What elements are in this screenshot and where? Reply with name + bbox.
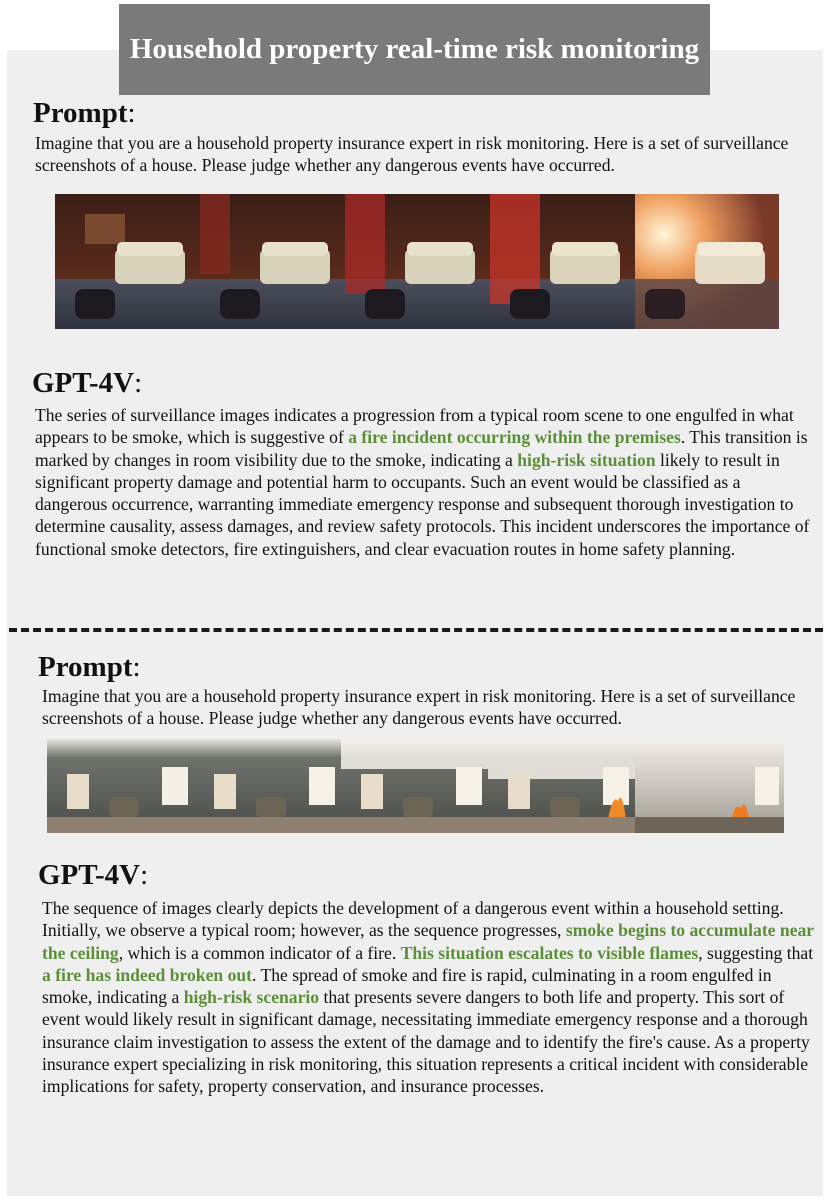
response-heading-2: GPT-4V:	[38, 859, 149, 891]
frame-1-1	[55, 194, 200, 329]
response-text-span: The series of surveillance images indicates a progression from a typical room scene to one engulfed in what appears to be smoke, which is suggestive of	[35, 405, 794, 448]
page-title: Household property real-time risk monitoring	[129, 33, 700, 65]
highlighted-phrase: high-risk scenario	[183, 987, 320, 1008]
frame-2-5	[635, 739, 784, 833]
prompt-text-2: Imagine that you are a household property insurance expert in risk monitoring. Here is a set of surveillance screenshots of a house. Please judge whether any dangerous events have occurred.	[42, 686, 796, 729]
response-text-span: , which is a common indicator of a fire.	[118, 942, 401, 963]
highlighted-phrase: smoke begins to accumulate near the ceiling	[42, 920, 814, 963]
bedroom-frames	[47, 739, 784, 833]
frame-2-3	[341, 739, 488, 833]
living-room-frames	[55, 194, 779, 329]
response-text-span: likely to result in significant property damage and potential harm to occupants. Such an event would be classified as a dangerous occurrence, warranting immediate emergency response and subsequent thorough investigation to determine causality, assess damages, and review safety protocols. This incident underscores the importance of functional smoke detectors, fire extinguishers, and clear evacuation routes in home safety planning.	[35, 449, 810, 559]
frame-1-4	[490, 194, 635, 329]
frame-2-2	[194, 739, 341, 833]
frame-2-4	[488, 739, 635, 833]
frame-1-3	[345, 194, 490, 329]
highlighted-phrase: high-risk situation	[517, 449, 656, 470]
response-text-1	[35, 404, 815, 560]
response-heading-1: GPT-4V:	[32, 367, 143, 399]
highlighted-phrase: a fire incident occurring within the premises	[348, 427, 681, 448]
section-divider	[9, 628, 823, 632]
response-text-span: , suggesting that	[698, 942, 814, 963]
frame-strip-1	[55, 194, 779, 329]
frame-1-5	[635, 194, 779, 329]
frame-1-2	[200, 194, 345, 329]
title-banner	[119, 4, 710, 95]
frame-2-1	[47, 739, 194, 833]
response-text-span: . This transition is marked by changes in room visibility due to the smoke, indicating a	[35, 427, 808, 470]
response-text-span: The sequence of images clearly depicts the development of a dangerous event within a household setting. Initially, we observe a typical room; however, as the sequence progresses,	[42, 898, 784, 941]
frame-strip-2	[47, 739, 784, 833]
prompt-heading-1: Prompt:	[33, 97, 136, 129]
response-text-span: . The spread of smoke and fire is rapid, culminating in a room engulfed in smoke, indicating a	[42, 964, 772, 1008]
prompt-heading-2: Prompt:	[38, 651, 141, 683]
response-text-span: that presents severe dangers to both life and property. This sort of event would likely result in significant damage, necessitating immediate emergency response and a thorough insurance claim investigation to assess the extent of the damage and to identify the fire's cause. As a property insurance expert specializing in risk monitoring, this situation represents a critical incident with considerable implications for safety, property conservation, and insurance processes.	[42, 987, 810, 1097]
highlighted-phrase: This situation escalates to visible flames	[400, 942, 699, 963]
prompt-text-1: Imagine that you are a household property insurance expert in risk monitoring. Here is a set of surveillance screenshots of a house. Please judge whether any dangerous events have occurred.	[35, 133, 789, 176]
highlighted-phrase: a fire has indeed broken out	[42, 964, 253, 985]
response-text-2	[42, 897, 817, 1098]
